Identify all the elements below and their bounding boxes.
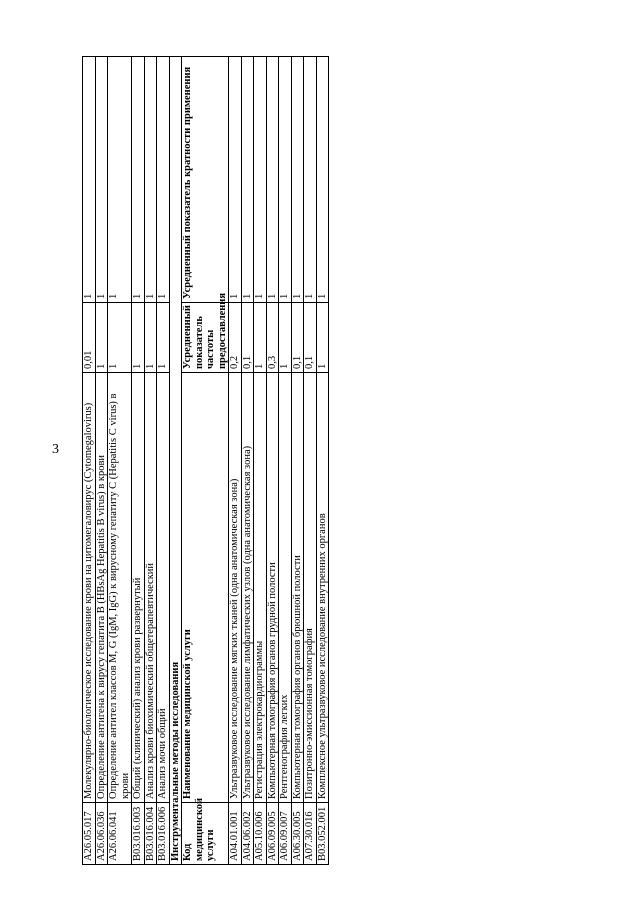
table-row xyxy=(132,57,145,865)
service-name-cell: Анализ мочи общий xyxy=(157,373,170,803)
table-row xyxy=(157,57,170,865)
multiplicity-cell: 1 xyxy=(291,57,304,303)
header-row xyxy=(182,57,229,865)
frequency-cell: 0,1 xyxy=(291,303,304,373)
table-row xyxy=(254,57,267,865)
multiplicity-cell: 1 xyxy=(157,57,170,303)
table-body-bottom xyxy=(229,57,329,865)
service-name-cell: Компьютерная томография органов брюшной полости xyxy=(291,373,304,803)
header-frequency: Усредненный показатель частоты предоставления xyxy=(182,303,229,373)
service-name-cell: Ультразвуковое исследование лимфатических узлов (одна анатомическая зона) xyxy=(241,373,254,803)
service-code-cell: A26.05.017 xyxy=(83,803,96,865)
table-row xyxy=(279,57,292,865)
frequency-cell: 1 xyxy=(132,303,145,373)
service-code-cell: A04.06.002 xyxy=(241,803,254,865)
multiplicity-cell: 1 xyxy=(254,57,267,303)
service-code-cell: A07.30.016 xyxy=(304,803,317,865)
section-title: Инструментальные методы исследования xyxy=(169,57,182,865)
frequency-cell: 0,01 xyxy=(83,303,96,373)
frequency-cell: 0,1 xyxy=(304,303,317,373)
frequency-cell: 1 xyxy=(316,303,329,373)
service-name-cell: Компьютерная томография органов грудной полости xyxy=(266,373,279,803)
page-number: 3 xyxy=(52,442,59,457)
service-code-cell: A26.06.036 xyxy=(95,803,108,865)
multiplicity-cell: 1 xyxy=(95,57,108,303)
table-row xyxy=(316,57,329,865)
header-multiplicity: Усредненный показатель кратности применения xyxy=(182,57,229,303)
multiplicity-cell: 1 xyxy=(279,57,292,303)
table-row xyxy=(229,57,242,865)
service-name-cell: Комплексное ультразвуковое исследование внутренних органов xyxy=(316,373,329,803)
frequency-cell: 0,3 xyxy=(266,303,279,373)
service-code-cell: A06.30.005 xyxy=(291,803,304,865)
service-name-cell: Рентгенография легких xyxy=(279,373,292,803)
frequency-cell: 0,2 xyxy=(229,303,242,373)
service-code-cell: A04.01.001 xyxy=(229,803,242,865)
table-row xyxy=(241,57,254,865)
service-name-cell: Анализ крови биохимический общетерапевтический xyxy=(144,373,157,803)
multiplicity-cell: 1 xyxy=(229,57,242,303)
service-code-cell: B03.052.001 xyxy=(316,803,329,865)
service-code-cell: A06.09.007 xyxy=(279,803,292,865)
frequency-cell: 1 xyxy=(157,303,170,373)
multiplicity-cell: 1 xyxy=(266,57,279,303)
service-name-cell: Ультразвуковое исследование мягких тканей (одна анатомическая зона) xyxy=(229,373,242,803)
frequency-cell: 1 xyxy=(95,303,108,373)
table-row xyxy=(266,57,279,865)
multiplicity-cell: 1 xyxy=(132,57,145,303)
frequency-cell: 0,1 xyxy=(241,303,254,373)
service-code-cell: A26.06.041 xyxy=(108,803,132,865)
frequency-cell: 1 xyxy=(144,303,157,373)
table-row xyxy=(144,57,157,865)
service-name-cell: Определение антигена к вирусу гепатита B (HBsAg Hepatitis B virus) в крови xyxy=(95,373,108,803)
table-row xyxy=(108,57,132,865)
header-name: Наименование медицинской услуги xyxy=(182,373,229,803)
multiplicity-cell: 1 xyxy=(144,57,157,303)
service-code-cell: B03.016.004 xyxy=(144,803,157,865)
frequency-cell: 1 xyxy=(279,303,292,373)
table-row xyxy=(95,57,108,865)
multiplicity-cell: 1 xyxy=(108,57,132,303)
service-name-cell: Молекулярно-биологическое исследование крови на цитомегаловирус (Cytomegalovirus) xyxy=(83,373,96,803)
service-code-cell: A05.10.006 xyxy=(254,803,267,865)
service-code-cell: B03.016.006 xyxy=(157,803,170,865)
multiplicity-cell: 1 xyxy=(83,57,96,303)
table-row xyxy=(291,57,304,865)
service-code-cell: B03.016.003 xyxy=(132,803,145,865)
frequency-cell: 1 xyxy=(254,303,267,373)
multiplicity-cell: 1 xyxy=(241,57,254,303)
service-name-cell: Регистрация электрокардиограммы xyxy=(254,373,267,803)
service-name-cell: Определение антител классов M, G (IgM, IgG) к вирусному гепатиту C (Hepatitis C virus) в крови xyxy=(108,373,132,803)
service-name-cell: Позитронно-эмиссионная томография xyxy=(304,373,317,803)
section-block xyxy=(169,57,229,865)
multiplicity-cell: 1 xyxy=(304,57,317,303)
services-table xyxy=(82,56,329,865)
frequency-cell: 1 xyxy=(108,303,132,373)
service-name-cell: Общий (клинический) анализ крови развернутый xyxy=(132,373,145,803)
table-body-top xyxy=(83,57,170,865)
table-row xyxy=(83,57,96,865)
section-row xyxy=(169,57,182,865)
table-row xyxy=(304,57,317,865)
multiplicity-cell: 1 xyxy=(316,57,329,303)
header-code: Код медицинской услуги xyxy=(182,803,229,865)
service-code-cell: A06.09.005 xyxy=(266,803,279,865)
